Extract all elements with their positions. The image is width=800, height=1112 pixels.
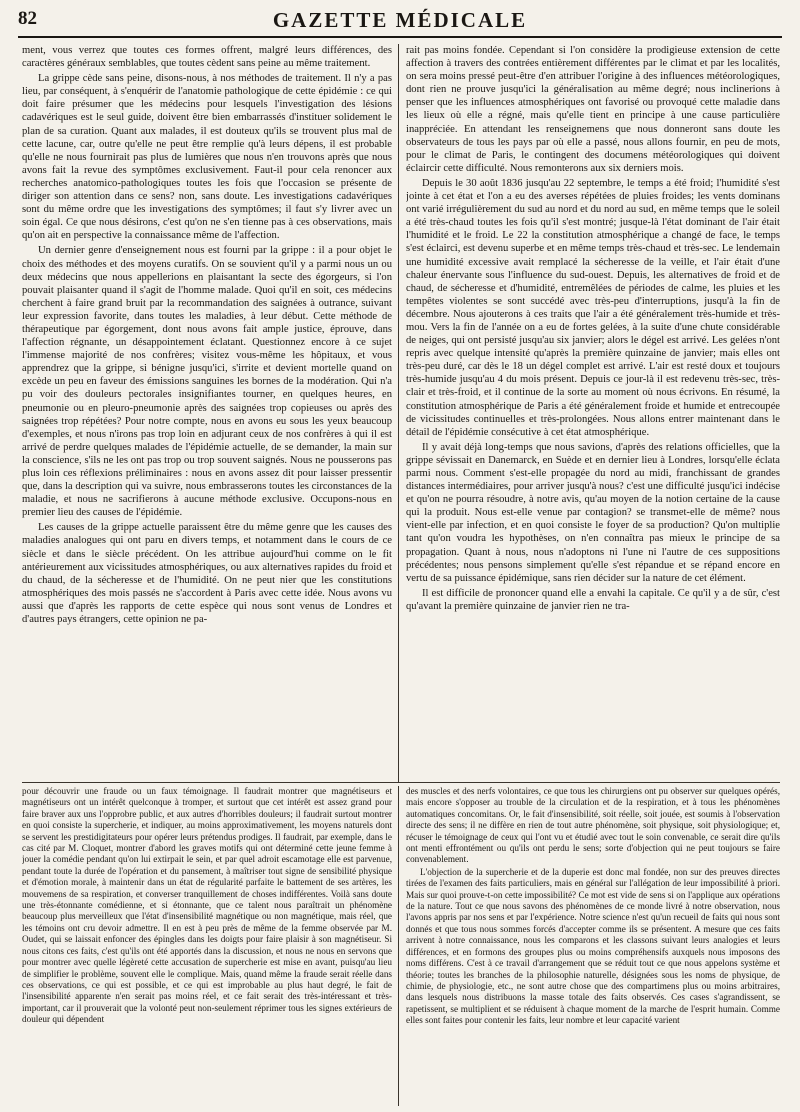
column-divider: [398, 44, 399, 782]
paragraph: Depuis le 30 août 1836 jusqu'au 22 septembre, le temps a été froid; l'humidité s'est jointe à cet état et l'on a eu des averses répétées de pluies froides; les vents dominans ont varié irrégulièrement du sud au nord et du nord au sud, en même temps que le soleil a été très-chaud toutes les fois qu'il s'est montré; jusque-là l'état dominant de l'air était l'humidité et le froid. Le 22 la constitution atmosphérique a changé de face, le temps s'est éclairci, est devenu superbe et en même temps très-chaud et très-sec. Le lendemain une humidité excessive avait remplacé la sécheresse de la veille, et l'air était d'une chaleur énervante sous l'influence du sud-ouest. Depuis, les alternatives de froid et de chaud, de sécheresse et d'humidité, entremêlées de périodes de calme, les pluies et les tempêtes violentes se sont succédé avec très-peu d'interruptions, jusqu'à la fin de décembre. Nous ajouterons à ces traits que l'air a été généralement très-humide et très-mou. Vers la fin de l'année on a eu de fortes gelées, à la suite d'une chute considérable de neiges, qui ont persisté jusqu'au six janvier; alors le dégel est arrivé. Les gelées n'ont repris avec quelque intensité qu'après la première quinzaine de janvier; mais elles ont très-peu duré, car dès le 18 un dégel complet est arrivé. L'air est resté doux et toujours très-humide jusqu'au 4 du mois présent. Depuis ce jour-là il est redevenu très-sec, très-clair et très-froid, et il continue de la sorte au moment où nous écrivons. En résumé, la constitution atmosphérique de Paris a été généralement froide et humide et entrecoupée de vicissitudes continuelles et très-prolongées. Nous allons entrer maintenant dans le détail de l'épidémie consécutive à cet état atmosphérique.: [406, 177, 780, 438]
page-header: [18, 8, 782, 38]
feuilleton-column-divider: [398, 786, 399, 1106]
article-column-right: [406, 44, 780, 782]
article-column-left: [22, 44, 392, 782]
paragraph: Un dernier genre d'enseignement nous est fourni par la grippe : il a pour objet le choix des méthodes et des moyens curatifs. On se souvient qu'il y a parmi nous un ou deux médecins que nous appellerions en plaisantant la secte des égorgeurs, si l'on pouvait plaisanter quand il s'agit de l'homme malade. Quoi qu'il en soit, ces médecins cherchent à faire grand bruit par la recommandation des saignées à outrance, suivant leur expression favorite, dans toutes les maladies, à leur début. Cette méthode de thérapeutique par égorgement, dont nous avons fait ample justice, éprouve, dans l'affection régnante, un désappointement éclatant. Questionnez encore à ce sujet l'immense majorité de nos confrères; visitez vous-même les hôpitaux, et vous apprendrez que la grippe, si bénigne jusqu'ici, s'irrite et devient mortelle quand on excède un peu en faveur des émissions sanguines les bornes de la modération. Qui n'a pu voir des douleurs pectorales insignifiantes tourner, en quelques heures, en pneumonie ou en pleuro-pneumonie après des saignées trop copieuses ou après des saignées trop répétées? Pour notre compte, nous en avons eu sous les yeux beaucoup d'exemples, et nous n'irons pas trop loin en adjurant ceux de nos confrères à qui il est arrivé de perdre quelques malades de l'épidémie actuelle, de se demander, la main sur la conscience, s'ils ne les ont pas trop ou trop souvent saignés. Nous ne pousserons pas plus loin ces réflexions préliminaires : nous en avons assez dit pour laisser pressentir que, dans la description qui va suivre, nous embrasserons toutes les circonstances de la maladie, et nous ne sacrifierons à aucune méthode exclusive. Occupons-nous en premier lieu des causes de l'épidémie.: [22, 245, 392, 519]
feuilleton-column-left: [22, 786, 392, 1106]
paragraph: Il est difficile de prononcer quand elle a envahi la capitale. Ce qu'il y a de sûr, c'est qu'avant la première quinzaine de janvier rien ne tra-: [406, 587, 780, 612]
paragraph: Il y avait déjà long-temps que nous savions, d'après des relations officielles, que la grippe sévissait en Danemarck, en Suède et en dernier lieu à Londres, lorsqu'elle éclata parmi nous. Comment s'est-elle propagée du nord au midi, franchissant de grandes distances intermédiaires, pour arriver jusqu'à nous? c'est une difficulté jusqu'ici indécise et qu'on ne pourra résoudre, à notre avis, qu'au moyen de la notion certaine de la cause qui la produit. Nous est-elle venue par contagion? se transmet-elle de même? nous vient-elle par infection, et en quoi consiste le foyer de sa production? Qu'on multiplie tant qu'on voudra les hypothèses, on n'en connaîtra pas mieux le principe de sa propagation. Quant à nous, nous n'adoptons ni l'une ni l'autre de ces suppositions précédentes; nous pensons simplement qu'elle s'est répandue et se répand encore en vertu de sa puissance épidémique, sans rien décider sur la nature de cet élément.: [406, 441, 780, 584]
journal-title: GAZETTE MÉDICALE: [272, 8, 528, 32]
paragraph: Les causes de la grippe actuelle paraissent être du même genre que les causes des maladies analogues qui ont paru en divers temps, et notamment dans le cours de ce siècle et dans le siècle précédent. On les attribue aujourd'hui comme on le fit antérieurement aux vicissitudes atmosphériques, ou aux alternatives rapides du froid et du chaud, de la sécheresse et de l'humidité. On ne peut nier que les constitutions atmosphériques des mois passés ne s'accordent à Paris avec cette idée. Nous avons vu aussi que d'après les rapports de cette espèce qui nous sont venus de Londres et d'autres pays étrangers, cette opinion ne pa-: [22, 522, 392, 626]
paragraph: rait pas moins fondée. Cependant si l'on considère la prodigieuse extension de cette affection à travers des contrées entièrement différentes par le climat et par les localités, on sera moins pressé peut-être d'en attribuer l'origine à des influences météorologiques, dont rien ne prouve jusqu'ici la généralisation au même degré; nous inclinerions à penser que les influences atmosphériques ont favorisé ou provoqué cette maladie dans les lieux où elle a régné, mais qu'elle tient en principe à une cause particulière inappréciée. En attendant les renseignemens que nous donneront sans doute les observateurs de tous les pays par où elle a passé, nous allons fournir, en peu de mots, pour le climat de Paris, le contingent des documens météorologiques qui doivent éclaircir cette difficulté. Nous remonterons aux six derniers mois.: [406, 45, 780, 174]
feuilleton-column-right: [406, 786, 780, 1106]
paragraph: L'objection de la supercherie et de la duperie est donc mal fondée, non sur des preuves directes tirées de l'examen des faits particuliers, mais en général sur l'allégation de leur impossibilité à priori. Mais sur quoi prouve-t-on cette impossibilité? Ce mot est vide de sens si on l'applique aux opérations de la nature. Tout ce que nous savons des phénomènes de ce monde livré à notre observation, nous l'avons appris par nos sens et par l'expérience. Notre science n'est qu'un recueil de faits qui nous sont donnés et que tous nous sommes forcés d'accepter comme ils se présentent. A mesure que ces faits arrivent à notre connaissance, nous les comparons et les classons suivant leurs analogies et leurs différences, et en formons des groupes plus ou moins compréhensifs auxquels nous imposons des noms différens. C'est à ce travail d'arrangement que se réduit tout ce que nous appelons système et théorie; toutes les branches de la philosophie naturelle, désignées sous les noms de physique, de chimie, de physiologie, etc., ne sont autre chose que des compartimens plus ou moins arbitraires, dans lesquels nous distribuons la masse totale des faits observés. Ces cases s'agrandissent, se rapetissent, se multiplient et se réduisent à chaque moment de la marche de l'esprit humain. Comme elles sont faites pour contenir les faits, leur nombre et leur capacité varient: [406, 866, 780, 1026]
paragraph: pour découvrir une fraude ou un faux témoignage. Il faudrait montrer que magnétiseurs et magnétiseurs ont un intérêt quelconque à tromper, et surtout que cet intérêt est assez grand pour faire braver aux uns l'opprobre public, et aux autres d'horribles douleurs; il faudrait surtout montrer en quoi consiste la supercherie, et indiquer, au moins approximativement, les moyens naturels dont se servent les prestidigitateurs pour opérer leurs prétendus prodiges. Il faudrait, par exemple, dans le cas cité par M. Cloquet, montrer d'abord les graves motifs qui ont déterminé cette jeune femme à jouer la comédie pendant qu'on lui extirpait le sein, et par quel adroit escamotage elle est parvenue, pendant toute la durée de l'opération et du pansement, à maîtriser tout signe de sensibilité physique et d'émotion morale, à maintenir dans un état de régularité parfaite le battement de ses artères, les mouvemens de sa respiration, et converser tranquillement de choses indifférentes. Voilà sans doute une très-étonnante comédienne, et si étonnante, que ce talent nous paraîtrait un phénomène beaucoup plus merveilleux que l'état d'insensibilité magnétique ou non magnétique, mais réel, que les témoins ont cru devoir admettre. Il en est à peu près de même de la femme observée par M. Oudet, qui se laissait enfoncer des épingles dans les doigts pour faire plaisir à son magnétiseur. Si nous citons ces faits, c'est qu'ils ont été apportés dans la discussion, et nous ne nous en servons que pour montrer avec quelle légèreté cette accusation de supercherie est mise en avant, puisqu'au lieu de simplifier le problème, souvent elle le complique. Mais, quand même la fraude serait réelle dans ces observations, ce qui est possible, et ce qui est improbable au plus haut degré, le fait de l'insensibilité apparente n'en serait pas moins réel, et ce fait serait des très-intéressant et très-important, car il prouverait que la volonté peut non-seulement réprimer tous les signes extérieurs de douleur qui dépendent: [22, 786, 392, 1025]
page-number: 82: [18, 8, 37, 29]
feuilleton-divider: [22, 782, 780, 783]
paragraph: La grippe cède sans peine, disons-nous, à nos méthodes de traitement. Il n'y a pas lieu, par conséquent, à s'enquérir de l'anatomie pathologique de cette épidémie : ce qui doit faire présumer que les médecins pour lesquels l'investigation des lésions cadavériques est le seul guide, doivent être bien embarrassés d'instituer solidement le plan de sa curation. Quant aux malades, il est douteux qu'ils se trouvent plus mal de cette lacune, car, outre qu'elle ne peut être remplie qu'à leurs dépens, il est probable qu'elle ne nous fournirait pas plus de lumières que nous n'en trouvons après que nous avons fait la revue des symptômes exclusivement. Faut-il pour cela renoncer aux recherches anatomico-pathologiques toutes les fois que l'occasion se présente de diriger son attention dans ce sens? non, sans doute. Les investigations cadavériques sont du même ordre que les investigations des symptômes; il faut s'y livrer avec un soin égal. Ce que nous désirons, c'est qu'on ne s'en tienne pas à ces observations, mais qu'on ait en perspective la connaissance même de l'affection.: [22, 73, 392, 242]
paragraph: ment, vous verrez que toutes ces formes offrent, malgré leurs différences, des caractères généraux semblables, que toutes cèdent sans peine au même traitement.: [22, 45, 392, 70]
paragraph: des muscles et des nerfs volontaires, ce que tous les chirurgiens ont pu observer sur quelques opérés, mais encore s'opposer au trouble de la circulation et de la respiration, et à tous les phénomènes automatiques concomitans. Or, le fait d'insensibilité, soit réelle, soit jouée, est soumis à l'observation directe des sens; il ne diffère en rien de tout autre phénomène, soit physique, soit physiologique; et, récuser le témoignage de ceux qui l'ont vu et étudié avec tout le soin convenable, ce serait dire qu'ils ont menti effrontément ou qu'ils ont perdu le sens; sorte d'objection qui ne peut toujours se faire convenablement.: [406, 786, 780, 865]
